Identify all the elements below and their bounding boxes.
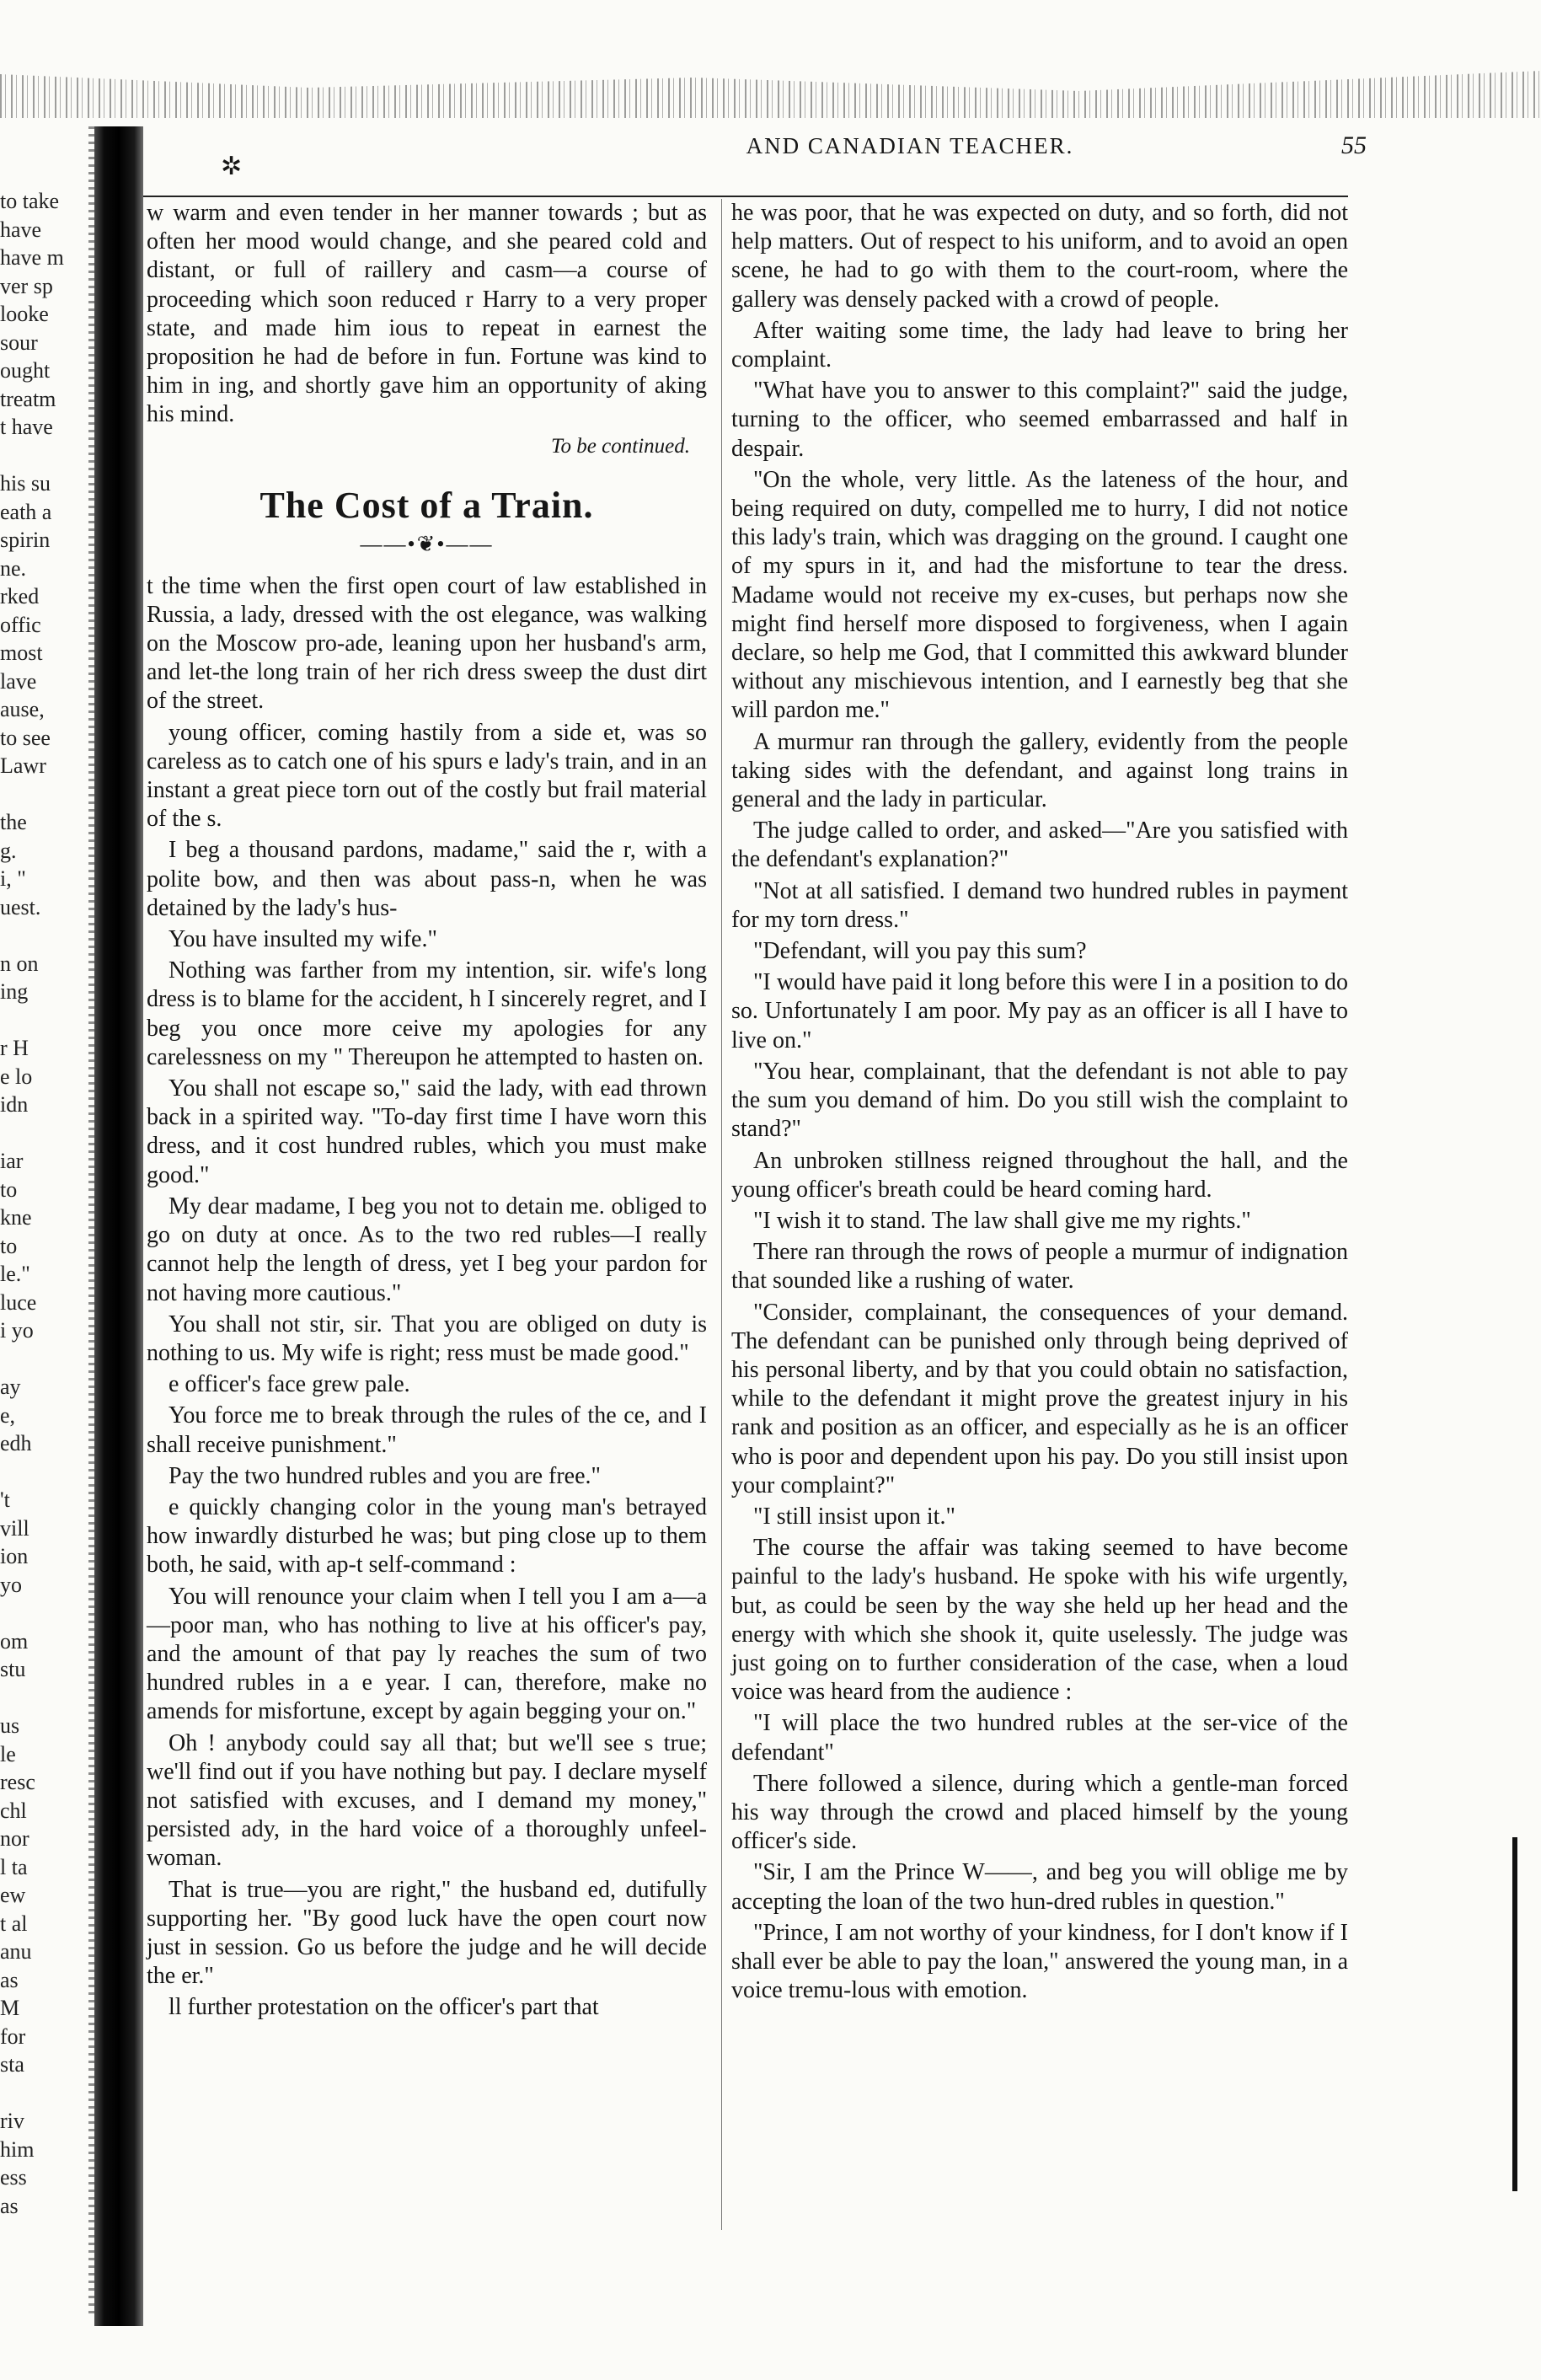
article-paragraph: "I will place the two hundred rubles at the ser-vice of the defendant" xyxy=(731,1710,1348,1766)
fragment-line: i yo xyxy=(0,1318,34,1343)
title-ornament: ——•❦•—— xyxy=(360,531,494,556)
binding-shadow xyxy=(94,126,143,2326)
to-be-continued-note: To be continued. xyxy=(550,434,690,458)
fragment-line: 't xyxy=(0,1488,10,1512)
fragment-line: to xyxy=(0,1177,18,1202)
fragment-line: t al xyxy=(0,1911,28,1936)
fragment-line: ay xyxy=(0,1375,21,1399)
fragment-line: most xyxy=(0,641,43,665)
article-paragraph: young officer, coming hastily from a side et, was so careless as to catch one of his spurs e lady's train, and in an instant a great piece torn out of the costly but frail material of the s. xyxy=(147,719,707,833)
fragment-line xyxy=(0,2079,94,2108)
fragment-line: spirin xyxy=(0,528,51,552)
fragment-line: g. xyxy=(0,838,17,863)
fragment-line: sta xyxy=(0,2052,24,2077)
article-paragraph: You shall not stir, sir. That you are obliged on duty is nothing to us. My wife is right; ress must be made good." xyxy=(147,1311,707,1366)
fragment-line: n on xyxy=(0,951,39,976)
article-paragraph: My dear madame, I beg you not to detain me. obliged to go on duty at once. As to the two red rubles—I really cannot help the length of dress, yet I beg your pardon for not having more cautious." xyxy=(147,1193,707,1306)
article-paragraph: You have insulted my wife." xyxy=(169,926,437,953)
fragment-line: edh xyxy=(0,1431,32,1455)
fragment-line: for xyxy=(0,2024,26,2049)
fragment-line xyxy=(0,1684,94,1713)
fragment-line: have m xyxy=(0,245,64,270)
fragment-line xyxy=(0,1006,94,1035)
article-paragraph: You shall not escape so," said the lady, with ead thrown back in a spirited way. "To-day first time I have worn this dress, and it cost hundred rubles, which you must make good." xyxy=(147,1075,707,1188)
fragment-line: ause, xyxy=(0,697,45,721)
fragment-line: resc xyxy=(0,1770,35,1794)
fragment-line: offic xyxy=(0,612,41,637)
article-paragraph: You will renounce your claim when I tell you I am a—a—poor man, who has nothing to live at his officer's pay, and the amount of that pay ly reaches the sum of two hundred rubles in a e year. I can, therefore, make no amends for misfortune, except by again begging your on." xyxy=(147,1583,707,1725)
article-paragraph: Nothing was farther from my intention, sir. wife's long dress is to blame for the accident, h I sincerely regret, and I beg you once more ceive my apologies for any carelessness on my " Thereupon he attempted to hasten on. xyxy=(147,957,707,1070)
fragment-line: idn xyxy=(0,1092,29,1117)
article-paragraph: A murmur ran through the gallery, evidently from the people taking sides with the defendant, and against long trains in general and the lady in particular. xyxy=(731,728,1348,813)
fragment-line: nor xyxy=(0,1826,29,1851)
fragment-line: stu xyxy=(0,1657,26,1681)
fragment-line: r H xyxy=(0,1036,29,1060)
article-paragraph: "On the whole, very little. As the lateness of the hour, and being required on duty, compelled me to hurry, I did not notice this lady's train, which was dragging on the ground. I caught one of my spurs in it, and had the misfortune to tear the dress. Madame would not receive my ex-cuses, but perhaps now she might find herself more disposed to forgiveness, when I again declare, so help me God, that I committed this awkward blunder without any mischievous intention, and I earnestly beg that she will pardon me." xyxy=(731,466,1348,724)
article-paragraph: After waiting some time, the lady had leave to bring her complaint. xyxy=(731,317,1348,373)
fragment-line xyxy=(0,1345,94,1374)
article-paragraph: You force me to break through the rules of the ce, and I shall receive punishment." xyxy=(147,1402,707,1458)
fragment-line: treatm xyxy=(0,386,56,411)
article-paragraph: t the time when the first open court of law established in Russia, a lady, dressed with the ost elegance, was walking on the Moscow pro-ade, leaning upon her husband's arm, and let-the long train of her rich dress sweep the dust dirt of the street. xyxy=(147,572,707,715)
fragment-line xyxy=(0,1599,94,1627)
fragment-line: M xyxy=(0,1996,20,2020)
article-paragraph: There ran through the rows of people a murmur of indignation that sounded like a rushing of water. xyxy=(731,1239,1348,1295)
fragment-line: to xyxy=(0,1233,18,1258)
facing-page-fragments xyxy=(0,187,94,2220)
article-paragraph: There followed a silence, during which a gentle-man forced his way through the crowd and placed himself by the young officer's side. xyxy=(731,1770,1348,1855)
fragment-line xyxy=(0,921,94,950)
fragment-line: i, " xyxy=(0,866,26,891)
continued-story-paragraph: w warm and even tender in her manner towards ; but as often her mood would change, and she peared cold and distant, or full of raillery and casm—a course of proceeding which soon reduced r Harry to a very proper state, and made him ious to repeat in earnest the proposition he had de before in fun. Fortune was kind to him in ing, and shortly gave him an opportunity of aking his mind. xyxy=(147,200,707,428)
fragment-line: yo xyxy=(0,1572,22,1597)
fragment-line: have xyxy=(0,217,42,242)
header-rule xyxy=(143,196,1348,197)
fragment-line: the xyxy=(0,810,27,834)
fragment-line xyxy=(0,1119,94,1148)
fragment-line: Lawr xyxy=(0,753,46,778)
article-paragraph: he was poor, that he was expected on duty, and so forth, did not help matters. Out of respect to his uniform, and to avoid an open scene, he had to go with them to the court-room, where the gallery was densely packed with a crowd of people. xyxy=(731,200,1348,313)
article-paragraph: "What have you to answer to this complaint?" said the judge, turning to the officer, who seemed embarrassed and half in despair. xyxy=(731,378,1348,462)
fragment-line: le xyxy=(0,1741,16,1766)
article-paragraph: e quickly changing color in the young man's betrayed how inwardly disturbed he was; but ping close up to them both, he said, with ap-t self-command : xyxy=(147,1493,707,1579)
article-paragraph: "I still insist upon it." xyxy=(753,1503,955,1530)
fragment-line: e lo xyxy=(0,1064,33,1089)
fragment-line: vill xyxy=(0,1515,29,1541)
fragment-line: ver sp xyxy=(0,273,53,298)
fragment-line: ess xyxy=(0,2165,27,2190)
article-paragraph: I beg a thousand pardons, madame," said the r, with a polite bow, and then was about pass-n, when he was detained by the lady's hus- xyxy=(147,837,707,921)
fragment-line: his su xyxy=(0,471,51,496)
fragment-line: le." xyxy=(0,1262,30,1286)
fragment-line: ought xyxy=(0,358,51,383)
fragment-line: us xyxy=(0,1713,20,1738)
top-edge-scan-noise xyxy=(0,51,1541,118)
page-number: 55 xyxy=(1341,131,1367,159)
article-paragraph: The course the affair was taking seemed to have become painful to the lady's husband. He spoke with his wife urgently, but, as could be seen by the way she held up her head and the energy with which she shook it, quite uselessly. The judge was just going on to further consideration of the case, when a loud voice was heard from the audience : xyxy=(731,1535,1348,1706)
fragment-line: iar xyxy=(0,1149,24,1173)
fragment-line: l ta xyxy=(0,1854,28,1879)
article-body-right xyxy=(731,199,1348,2005)
right-edge-mark xyxy=(1512,1837,1517,2191)
article-paragraph: "Sir, I am the Prince W——, and beg you will oblige me by accepting the loan of the two hun-dred rubles in question." xyxy=(731,1859,1348,1915)
fragment-line: eath a xyxy=(0,499,52,524)
article-paragraph: The judge called to order, and asked—"Are you satisfied with the defendant's explanation?" xyxy=(731,817,1348,873)
fragment-line: luce xyxy=(0,1289,37,1315)
fragment-line: lave xyxy=(0,668,37,694)
fragment-line: t have xyxy=(0,415,53,439)
fragment-line: looke xyxy=(0,302,49,326)
fragment-line xyxy=(0,780,94,809)
article-paragraph: "You hear, complainant, that the defendant is not able to pay the sum you demand of him. Do you still wish the complaint to stand?" xyxy=(731,1058,1348,1143)
article-paragraph: "Not at all satisfied. I demand two hundred rubles in payment for my torn dress." xyxy=(731,877,1348,933)
fragment-line: kne xyxy=(0,1205,32,1230)
column-divider xyxy=(721,199,722,2230)
fragment-line: riv xyxy=(0,2109,24,2133)
article-paragraph: ll further protestation on the officer's part that xyxy=(169,1994,599,2021)
fragment-line: ing xyxy=(0,979,29,1004)
fragment-line xyxy=(0,442,94,470)
article-paragraph: Oh ! anybody could say all that; but we'll see s true; we'll find out if you have nothing but pay. I declare myself not satisfied with excuses, and I demand my money," persisted ady, in the hard voice of a thoroughly unfeel-woman. xyxy=(147,1729,707,1872)
fragment-line: uest. xyxy=(0,894,41,919)
fragment-line: him xyxy=(0,2136,35,2162)
article-paragraph: e officer's face grew pale. xyxy=(169,1371,410,1398)
article-paragraph: "Prince, I am not worthy of your kindness, for I don't know if I shall ever be able to pay the loan," answered the young man, in a voice tremu-lous with emotion. xyxy=(731,1919,1348,2004)
fragment-line: to see xyxy=(0,725,51,750)
article-paragraph: "Defendant, will you pay this sum? xyxy=(753,938,1087,965)
article-title: The Cost of a Train. xyxy=(260,484,594,526)
fragment-line: anu xyxy=(0,1939,32,1964)
article-body-left xyxy=(147,572,707,2023)
fragment-line: as xyxy=(0,2193,19,2218)
fragment-line: om xyxy=(0,1628,29,1654)
article-paragraph: "I would have paid it long before this were I in a position to do so. Unfortunately I am poor. My pay as an officer is all I have to live on." xyxy=(731,969,1348,1053)
fragment-line: chl xyxy=(0,1798,27,1823)
fragment-line: rked xyxy=(0,584,40,608)
article-paragraph: That is true—you are right," the husband ed, dutifully supporting her. "By good luck have the open court now just in session. Go us before the judge and he will decide the er." xyxy=(147,1876,707,1990)
article-paragraph: "Consider, complainant, the consequences of your demand. The defendant can be punished only through being deprived of his personal liberty, and by that you could obtain no satisfaction, while to the defendant it might prove the greatest injury in his rank and position as an officer, and especially as he is an officer who is poor and dependent upon his pay. Do you still insist upon your complaint?" xyxy=(731,1299,1348,1498)
running-header: AND CANADIAN TEACHER. xyxy=(746,133,1074,158)
right-column xyxy=(731,199,1348,2007)
left-column xyxy=(147,199,707,2025)
fragment-line: to take xyxy=(0,189,60,213)
article-paragraph: "I wish it to stand. The law shall give me my rights." xyxy=(753,1207,1251,1234)
fragment-line: as xyxy=(0,1967,19,1992)
fragment-line xyxy=(0,1458,94,1487)
fragment-line: e, xyxy=(0,1402,16,1428)
fragment-line: ne. xyxy=(0,555,27,581)
fragment-line: ion xyxy=(0,1544,29,1568)
ink-mark: ✲ xyxy=(221,153,243,180)
article-paragraph: Pay the two hundred rubles and you are free." xyxy=(169,1462,601,1489)
article-paragraph: An unbroken stillness reigned throughout the hall, and the young officer's breath could be heard coming hard. xyxy=(731,1147,1348,1203)
fragment-line: sour xyxy=(0,330,38,355)
fragment-line: ew xyxy=(0,1883,26,1907)
